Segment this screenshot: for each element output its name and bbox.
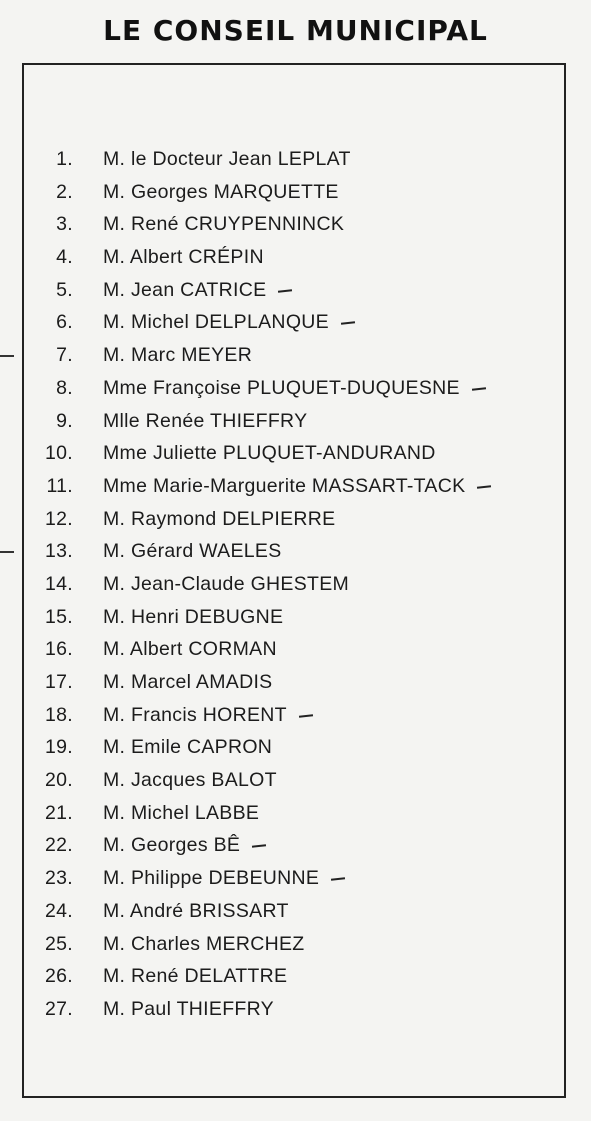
member-number: 13. bbox=[44, 540, 73, 563]
member-name-text: M. Georges MARQUETTE bbox=[103, 180, 339, 203]
member-row bbox=[0, 208, 591, 241]
member-number: 5. bbox=[56, 278, 73, 301]
member-name bbox=[103, 633, 277, 665]
member-row bbox=[0, 339, 591, 372]
member-number: 11. bbox=[46, 474, 73, 497]
member-name-text: M. René CRUYPENNINCK bbox=[103, 213, 345, 236]
member-number: 26. bbox=[44, 965, 73, 988]
member-number: 4. bbox=[56, 246, 73, 269]
member-number: 8. bbox=[56, 376, 73, 399]
pen-tick-mark bbox=[299, 714, 313, 717]
member-row bbox=[0, 829, 591, 862]
member-name-text: M. André BRISSART bbox=[103, 899, 289, 922]
member-name bbox=[103, 176, 339, 208]
member-row bbox=[0, 928, 591, 961]
member-name bbox=[103, 372, 486, 404]
member-name bbox=[103, 274, 292, 306]
member-row bbox=[0, 372, 591, 405]
member-number: 7. bbox=[56, 344, 73, 367]
member-name-text: M. Francis HORENT bbox=[103, 703, 287, 726]
member-row bbox=[0, 241, 591, 274]
margin-pen-mark bbox=[0, 551, 14, 553]
member-number: 16. bbox=[44, 638, 73, 661]
member-row bbox=[0, 568, 591, 601]
member-number: 22. bbox=[44, 834, 73, 857]
member-name-text: M. Marc MEYER bbox=[103, 344, 253, 367]
pen-tick-mark bbox=[341, 322, 355, 325]
member-name bbox=[103, 862, 345, 894]
member-name bbox=[103, 241, 264, 273]
member-number: 1. bbox=[56, 148, 73, 170]
member-number: 19. bbox=[44, 736, 73, 759]
member-number: 2. bbox=[56, 180, 73, 203]
member-name-text: M. Gérard WAELES bbox=[103, 540, 282, 563]
member-row bbox=[0, 895, 591, 928]
member-number: 3. bbox=[56, 213, 73, 236]
member-name-text: M. Jacques BALOT bbox=[103, 769, 277, 792]
member-name bbox=[103, 503, 336, 535]
member-name bbox=[103, 829, 266, 861]
member-row bbox=[0, 731, 591, 764]
member-name-text: Mme Marie-Marguerite MASSART-TACK bbox=[103, 474, 466, 497]
member-name bbox=[103, 339, 252, 371]
member-number: 21. bbox=[44, 801, 73, 824]
member-name bbox=[103, 306, 355, 338]
member-name-text: M. Albert CRÉPIN bbox=[103, 246, 264, 269]
member-name-text: M. Jean CATRICE bbox=[103, 278, 267, 301]
pen-tick-mark bbox=[477, 485, 491, 488]
member-name-text: M. Michel LABBE bbox=[103, 801, 260, 824]
member-number: 15. bbox=[44, 605, 73, 628]
member-number: 18. bbox=[44, 703, 73, 726]
page-title: LE CONSEIL MUNICIPAL bbox=[103, 14, 488, 47]
member-name-text: M. Jean-Claude GHESTEM bbox=[103, 572, 350, 595]
member-name bbox=[103, 797, 259, 829]
member-name-text: Mme Juliette PLUQUET-ANDURAND bbox=[103, 442, 436, 465]
member-name bbox=[103, 960, 287, 992]
member-name-text: M. Philippe DEBEUNNE bbox=[103, 867, 320, 890]
member-name bbox=[103, 699, 313, 731]
member-number: 10. bbox=[44, 442, 73, 465]
member-name bbox=[103, 993, 274, 1025]
member-name bbox=[103, 895, 289, 927]
member-name-text: M. Charles MERCHEZ bbox=[103, 932, 305, 955]
member-name-text: M. Georges BÊ bbox=[103, 834, 241, 857]
member-name bbox=[103, 405, 307, 437]
member-name bbox=[103, 731, 272, 763]
member-name bbox=[103, 928, 305, 960]
member-number: 25. bbox=[44, 932, 73, 955]
member-name-text: M. Raymond DELPIERRE bbox=[103, 507, 336, 530]
member-row bbox=[0, 470, 591, 503]
member-number: 27. bbox=[44, 997, 73, 1020]
member-number: 14. bbox=[44, 572, 73, 595]
member-row bbox=[0, 960, 591, 993]
member-list bbox=[0, 143, 591, 1026]
member-name-text: Mlle Renée THIEFFRY bbox=[103, 409, 308, 432]
margin-pen-mark bbox=[0, 355, 14, 357]
member-name-text: M. Henri DEBUGNE bbox=[103, 605, 284, 628]
member-number: 20. bbox=[44, 769, 73, 792]
pen-tick-mark bbox=[278, 289, 292, 292]
member-row bbox=[0, 601, 591, 634]
member-row bbox=[0, 764, 591, 797]
member-number: 9. bbox=[56, 409, 73, 432]
member-number: 24. bbox=[44, 899, 73, 922]
member-row bbox=[0, 405, 591, 438]
member-name-text: M. Emile CAPRON bbox=[103, 736, 273, 759]
member-name bbox=[103, 470, 491, 502]
member-name bbox=[103, 601, 283, 633]
member-name bbox=[103, 208, 344, 240]
member-row bbox=[0, 306, 591, 339]
member-row bbox=[0, 176, 591, 209]
member-number: 17. bbox=[44, 671, 73, 693]
member-row bbox=[0, 503, 591, 536]
member-name-text: M. René DELATTRE bbox=[103, 965, 288, 988]
member-row bbox=[0, 699, 591, 732]
member-name-text: Mme Françoise PLUQUET-DUQUESNE bbox=[103, 376, 460, 399]
member-name-text: M. Michel DELPLANQUE bbox=[103, 311, 329, 334]
member-name bbox=[103, 437, 436, 469]
member-name bbox=[103, 666, 273, 698]
pen-tick-mark bbox=[331, 877, 345, 880]
pen-tick-mark bbox=[472, 387, 486, 390]
member-row bbox=[0, 437, 591, 470]
member-row bbox=[0, 993, 591, 1026]
member-row bbox=[0, 666, 591, 699]
member-name-text: M. le Docteur Jean LEPLAT bbox=[103, 148, 351, 170]
member-row bbox=[0, 862, 591, 895]
member-row bbox=[0, 535, 591, 568]
pen-tick-mark bbox=[252, 845, 266, 848]
member-name bbox=[103, 535, 282, 567]
member-row bbox=[0, 797, 591, 830]
member-name bbox=[103, 764, 277, 796]
member-row bbox=[0, 143, 591, 176]
member-name-text: M. Marcel AMADIS bbox=[103, 671, 273, 693]
member-row bbox=[0, 633, 591, 666]
member-name-text: M. Paul THIEFFRY bbox=[103, 997, 274, 1020]
member-name-text: M. Albert CORMAN bbox=[103, 638, 277, 661]
member-number: 23. bbox=[44, 867, 73, 890]
member-number: 6. bbox=[56, 311, 73, 334]
member-name bbox=[103, 568, 349, 600]
member-row bbox=[0, 274, 591, 307]
member-name bbox=[103, 143, 351, 175]
member-number: 12. bbox=[44, 507, 73, 530]
